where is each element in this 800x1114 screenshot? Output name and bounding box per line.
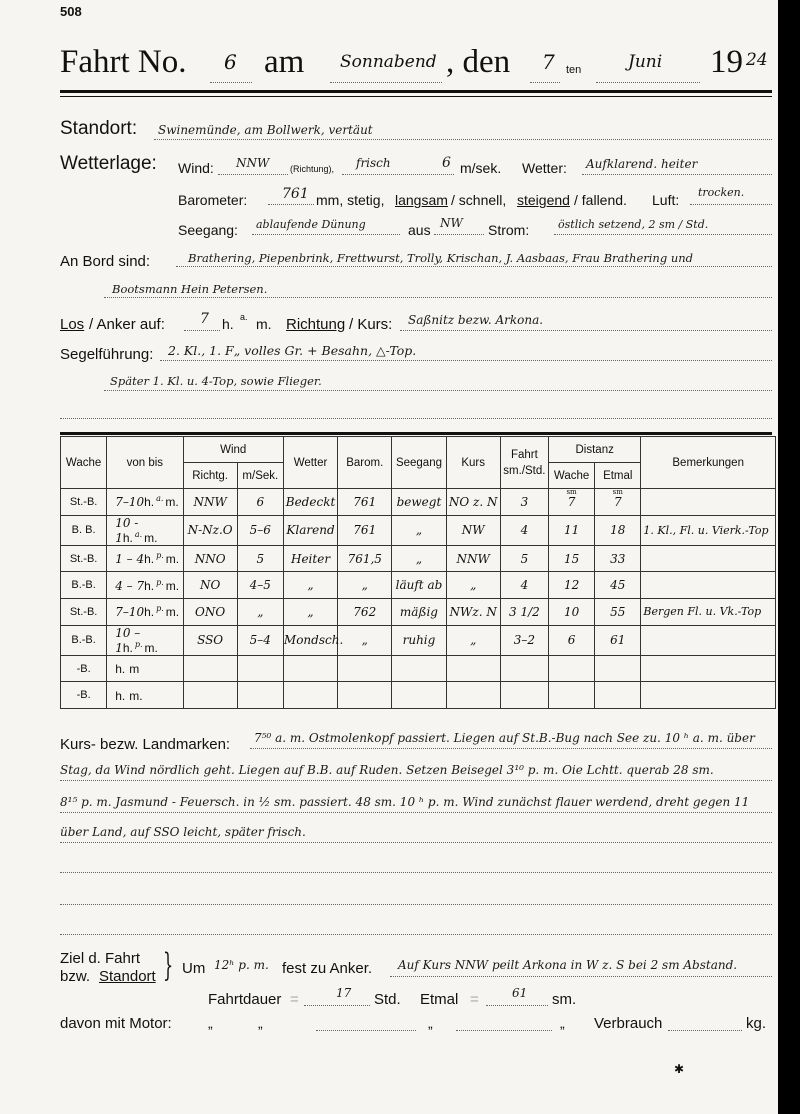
title-prefix: Fahrt No. [60,44,187,80]
weather-cell: Mondsch. [283,625,337,655]
month: Juni [628,52,663,72]
table-row [61,572,776,599]
distance-watch-cell: 6 [548,625,594,655]
hour-mark: h. [115,688,126,703]
ziel-text: Auf Kurs NNW peilt Arkona in W z. S bei 2 sm Abstand. [398,958,738,972]
wind-label: Wind: [178,160,214,176]
wind-direction-cell: SSO [183,625,237,655]
course-cell [446,655,500,682]
wind-unit: m/sek. [460,160,502,176]
table-row [61,599,776,626]
von-bis-cell [107,682,183,709]
wetterlage-label: Wetterlage: [60,153,157,174]
segel-line-2: Später 1. Kl. u. 4-Top, sowie Flieger. [110,374,322,388]
verbrauch-label: Verbrauch [594,1015,663,1032]
m-mark: m [129,662,140,677]
am-pm-mark: a. [156,494,164,504]
am-pm-mark: a. [134,529,143,539]
sea-state-cell: läuft ab [392,572,446,599]
distance-etmal-cell: 33 [595,545,641,572]
header-wetter: Wetter [283,437,337,489]
hour-mark: h. [144,552,155,567]
distance-etmal-cell [595,489,641,516]
crew-line-1: Brathering, Piepenbrink, Frettwurst, Trolly, Krischan, J. Aasbaas, Frau Brathering und [188,251,694,265]
kurs-label: / Kurs: [349,316,393,333]
header-wind: Wind [183,437,283,463]
wache-cell: -B. [61,682,107,709]
sea-state-cell: mäßig [392,599,446,626]
page-number: 508 [60,4,82,19]
std-label: Std. [374,991,401,1008]
remarks-cell [641,545,776,572]
seegang-direction: NW [440,216,463,230]
sm-unit-mark: sm [612,488,623,496]
barometer-cell: 762 [338,599,392,626]
sea-state-cell: bewegt [392,489,446,516]
header-von-bis: von bis [107,437,183,489]
weather-cell: „ [283,599,337,626]
wind-direction-cell: N-Nz.O [183,515,237,545]
wind-speed-cell [237,655,283,682]
anker-label: / Anker auf: [89,316,165,333]
header-dist-wache: Wache [548,463,594,489]
von-bis-cell [107,489,183,516]
fahrt-number: 6 [224,50,237,74]
header-rule [60,90,772,93]
course-cell: NW [446,515,500,545]
ziel-bzw: bzw. [60,968,91,985]
los-label: Los [60,316,85,333]
anker-h: h. [222,316,234,332]
distance-etmal-cell [595,655,641,682]
barometer-value: 761 [282,186,309,202]
wache-cell: St.-B. [61,489,107,516]
ditto-mark: „ [428,1015,433,1031]
hour-mark: h. [122,530,133,545]
hour-mark: h. [144,495,155,510]
ziel-time: 12ʰ p. m. [214,958,269,972]
wache-cell: -B. [61,655,107,682]
ziel-standort: Standort [99,968,156,985]
langsam: langsam [395,192,448,208]
brace-icon: } [163,946,174,984]
distance-value: 7 [567,494,576,509]
m-mark: m. [129,688,143,703]
richtung-label: (Richtung), [290,164,335,174]
distance-watch-cell [548,655,594,682]
speed-cell: 3–2 [500,625,548,655]
etmal-label: Etmal [420,991,459,1008]
distance-etmal-cell: 18 [595,515,641,545]
distance-watch-cell: 15 [548,545,594,572]
hour-mark: h. [144,605,155,620]
etmal-value: 61 [512,986,528,1000]
am-pm-mark: p. [156,551,164,561]
header-msek: m/Sek. [237,463,283,489]
distance-etmal-cell: 61 [595,625,641,655]
sea-state-cell: „ [392,545,446,572]
richtung-label-kurs: Richtung [286,316,346,333]
table-row [61,625,776,655]
speed-cell: 3 [500,489,548,516]
hour-mark: h. [144,578,155,593]
steigend: steigend [517,192,570,208]
fallend: / fallend. [574,192,627,208]
m-mark: m. [165,552,180,567]
standort-value: Swinemünde, am Bollwerk, vertäut [158,123,373,137]
table-row [61,655,776,682]
table-row [61,545,776,572]
m-mark: m. [165,605,180,620]
m-mark: m. [144,530,158,545]
header-distanz: Distanz [548,437,640,463]
speed-cell: 5 [500,545,548,572]
distance-etmal-cell: 55 [595,599,641,626]
weather-cell: Klarend [283,515,337,545]
remarks-cell [641,655,776,682]
weather-cell: Heiter [283,545,337,572]
von-bis-cell [107,599,183,626]
wind-direction-cell: NNW [183,489,237,516]
equals-icon: = [290,991,299,1008]
distance-value: 7 [613,494,622,509]
seegang-label: Seegang: [178,222,238,238]
kg-label: kg. [746,1015,767,1032]
luft-label: Luft: [652,192,680,208]
anker-time: 7 [200,311,209,327]
ziel-fest: fest zu Anker. [282,960,373,977]
wind-direction-cell [183,682,237,709]
barometer-cell: „ [338,625,392,655]
von-bis-cell [107,545,183,572]
day-suffix: ten [566,64,582,76]
am-pm-mark: p. [134,639,143,649]
distance-watch-cell: 12 [548,572,594,599]
equals-icon: = [470,991,479,1008]
time-range: 1 – 4 [115,552,145,567]
speed-cell [500,682,548,709]
m-mark: m. [144,640,158,655]
time-range: 7–10 [115,605,145,620]
landmarken-line-4: über Land, auf SSO leicht, später frisch. [60,825,306,839]
wache-cell: St.-B. [61,545,107,572]
header-fahrt: Fahrt sm./Std. [500,437,548,489]
barometer-cell [338,682,392,709]
course-cell: NWz. N [446,599,500,626]
barometer-cell: 761 [338,515,392,545]
motor-label: davon mit Motor: [60,1015,172,1032]
remarks-cell [641,489,776,516]
distance-watch-cell [548,489,594,516]
wind-direction-cell [183,655,237,682]
wind-speed-cell: 5–4 [237,625,283,655]
day: 7 [542,50,555,74]
remarks-cell [641,572,776,599]
barometer-cell: „ [338,572,392,599]
ditto-mark: „ [560,1015,565,1031]
year-prefix: 19 [710,44,743,80]
distance-etmal-cell [595,682,641,709]
course-cell: „ [446,625,500,655]
sea-state-cell: ruhig [392,625,446,655]
strom-value: östlich setzend, 2 sm / Std. [558,218,709,231]
segelfuehrung-label: Segelführung: [60,346,154,363]
wache-cell: St.-B. [61,599,107,626]
landmarken-line-2: Stag, da Wind nördlich geht. Liegen auf B.B. auf Ruden. Setzen Beisegel 3¹⁰ p. m. Oie Lchtt. querab 28 sm. [60,763,714,777]
ditto-mark: „ [258,1015,263,1031]
header-barom: Barom. [338,437,392,489]
year-suffix: 24 [746,50,768,70]
wind-speed: 6 [442,155,451,171]
time-range: 4 – 7 [115,578,145,593]
segel-line-1: 2. Kl., 1. F„ volles Gr. + Besahn, △-Top. [168,343,417,358]
weather-cell [283,682,337,709]
table-row [61,515,776,545]
kurs-value: Saßnitz bezw. Arkona. [408,313,544,327]
weather-cell [283,655,337,682]
wache-cell: B. B. [61,515,107,545]
time-range: 10 – 1 [115,625,141,655]
speed-cell [500,655,548,682]
sea-state-cell [392,655,446,682]
schnell: / schnell, [451,192,507,208]
wetter-label: Wetter: [522,160,567,176]
ziel-um: Um [182,960,206,977]
anker-ampm: a. [240,312,248,322]
table-row [61,489,776,516]
time-range: 10 - 1 [115,515,139,545]
von-bis-cell [107,655,183,682]
wind-direction-cell: NNO [183,545,237,572]
crew-line-2: Bootsmann Hein Petersen. [112,282,268,296]
table-row [61,682,776,709]
speed-cell: 3 1/2 [500,599,548,626]
watch-log-table [60,436,776,709]
von-bis-cell [107,515,183,545]
remarks-cell: 1. Kl., Fl. u. Vierk.-Top [641,515,776,545]
wache-cell: B.-B. [61,572,107,599]
ink-mark-icon: ✱ [674,1062,685,1076]
wache-cell: B.-B. [61,625,107,655]
strom-label: Strom: [488,222,530,238]
fahrtdauer-label: Fahrtdauer [208,991,282,1008]
an-bord-label: An Bord sind: [60,253,151,270]
header-richtg: Richtg. [183,463,237,489]
sm-label: sm. [552,991,577,1008]
course-cell [446,682,500,709]
weather-cell: Bedeckt [283,489,337,516]
distance-watch-cell: 10 [548,599,594,626]
ziel-label: Ziel d. Fahrt [60,950,141,967]
wind-speed-cell [237,682,283,709]
wind-speed-cell: „ [237,599,283,626]
am-label: am [264,44,305,80]
barometer-label: Barometer: [178,192,248,208]
remarks-cell: Bergen Fl. u. Vk.-Top [641,599,776,626]
weather-cell: „ [283,572,337,599]
speed-cell: 4 [500,572,548,599]
wind-direction-cell: NO [183,572,237,599]
sea-state-cell: „ [392,515,446,545]
course-cell: NNW [446,545,500,572]
remarks-cell [641,682,776,709]
fahrtdauer-value: 17 [336,986,352,1000]
wind-speed-cell: 5–6 [237,515,283,545]
hour-mark: h. [122,640,133,655]
sea-state-cell [392,682,446,709]
header-seegang: Seegang [392,437,446,489]
barometer-cell: 761,5 [338,545,392,572]
ditto-mark: „ [208,1015,213,1031]
landmarken-line-3: 8¹⁵ p. m. Jasmund - Feuersch. in ½ sm. passiert. 48 sm. 10 ʰ p. m. Wind zunächst flauer werdend, dreht gegen 11 [60,795,750,809]
header-dist-etmal: Etmal [595,463,641,489]
wind-speed-cell: 6 [237,489,283,516]
m-mark: m. [165,495,179,510]
distance-watch-cell: 11 [548,515,594,545]
m-mark: m. [165,578,180,593]
barometer-cell: 761 [338,489,392,516]
wetter-value: Aufklarend. heiter [586,157,698,171]
luft-value: trocken. [698,186,745,199]
standort-label: Standort: [60,118,138,139]
course-cell: „ [446,572,500,599]
am-pm-mark: p. [156,604,164,614]
barometer-cell [338,655,392,682]
remarks-cell [641,625,776,655]
von-bis-cell [107,625,183,655]
wind-speed-cell: 4–5 [237,572,283,599]
am-pm-mark: p. [156,577,164,587]
hour-mark: h. [115,662,126,677]
table-top-rule [60,432,772,435]
landmarken-label: Kurs- bezw. Landmarken: [60,736,231,753]
distance-etmal-cell: 45 [595,572,641,599]
course-cell: NO z. N [446,489,500,516]
anker-m: m. [256,316,272,332]
time-range: 7–10 [115,495,145,510]
speed-cell: 4 [500,515,548,545]
wind-direction: NNW [236,156,270,170]
header-bemerkungen: Bemerkungen [641,437,776,489]
header-kurs: Kurs [446,437,500,489]
landmarken-line-1: 7⁵⁰ a. m. Ostmolenkopf passiert. Liegen auf St.B.-Bug nach See zu. 10 ʰ a. m. über [254,731,755,745]
barometer-mm: mm, stetig, [316,192,385,208]
header-wache: Wache [61,437,107,489]
aus-label: aus [408,222,431,238]
von-bis-cell [107,572,183,599]
weekday: Sonnabend [340,52,437,72]
sm-unit-mark: sm [566,488,577,496]
seegang-value: ablaufende Dünung [256,218,366,231]
den-label: , den [446,44,511,80]
wind-direction-cell: ONO [183,599,237,626]
distance-watch-cell [548,682,594,709]
wind-strength: frisch [356,156,391,170]
wind-speed-cell: 5 [237,545,283,572]
